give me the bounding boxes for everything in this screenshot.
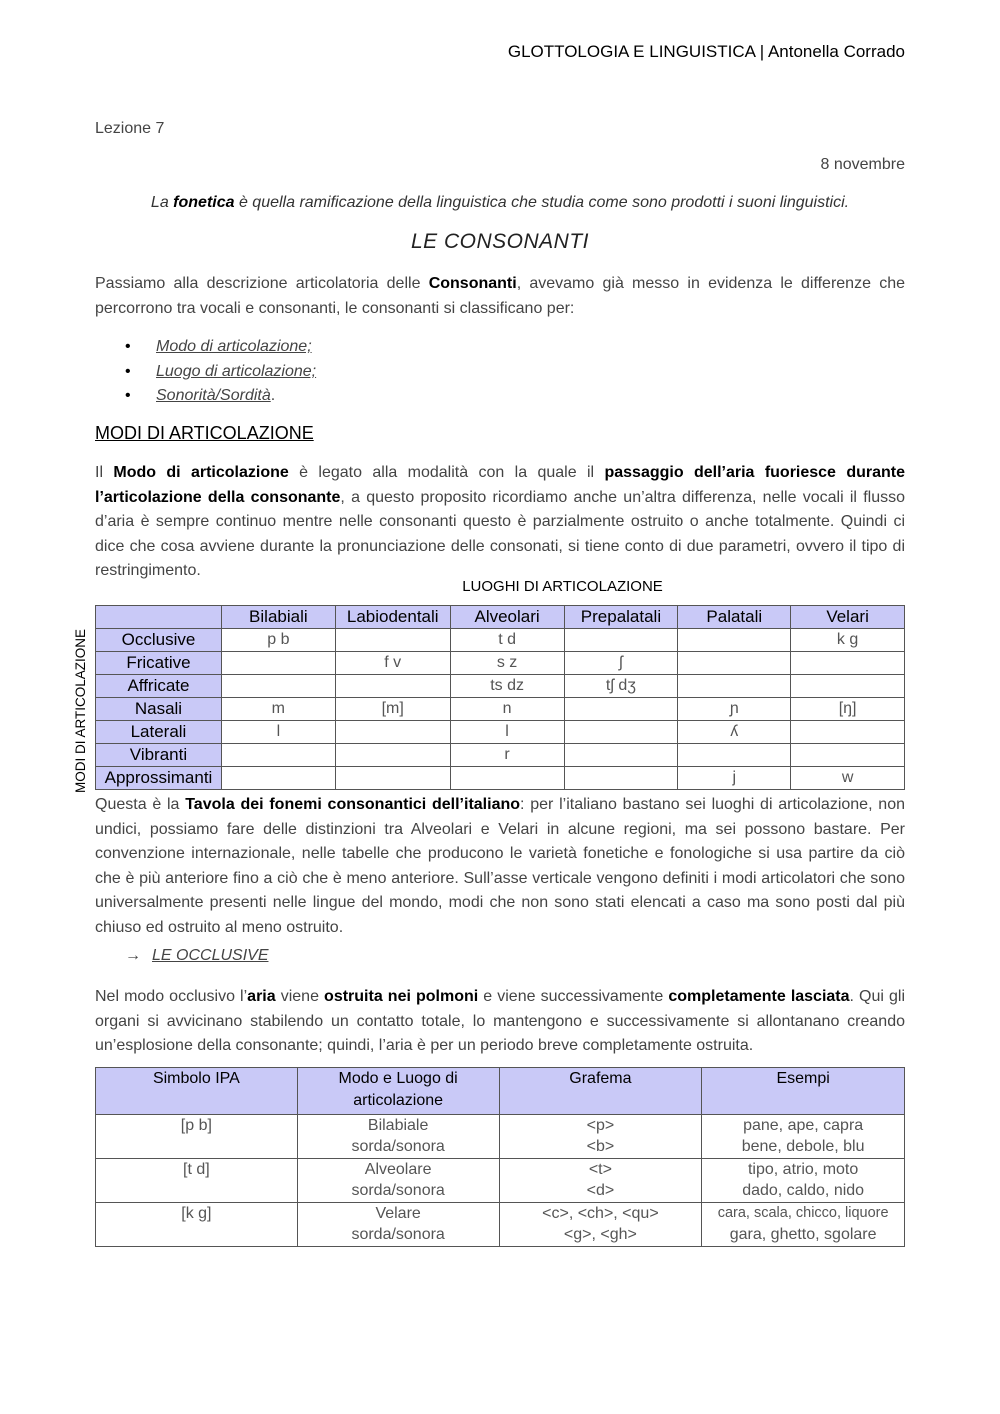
table-cell: [564, 767, 678, 790]
table-row: [96, 698, 905, 721]
section-title: LE CONSONANTI: [410, 230, 590, 253]
table-cell: [335, 744, 450, 767]
table-cell: [m]: [335, 698, 450, 721]
table-side-label: MODI DI ARTICOLAZIONE: [73, 628, 88, 793]
consonant-table: [95, 605, 905, 790]
ipa-cell: [p b]: [96, 1115, 298, 1159]
classification-list: [125, 335, 316, 409]
table-cell: [678, 629, 791, 652]
table-cell: [678, 744, 791, 767]
table-header-row: [96, 606, 905, 629]
lesson-date: 8 novembre: [820, 156, 905, 173]
table-cell: [564, 698, 678, 721]
table-header-cell: Prepalatali: [564, 606, 678, 629]
ipa-cell: [t d]: [96, 1159, 298, 1203]
row-header: Approssimanti: [96, 767, 222, 790]
table-cell: [791, 721, 905, 744]
table-cell: n: [450, 698, 564, 721]
table-cell: [335, 767, 450, 790]
table-row: [96, 1115, 905, 1159]
intro-sentence: La fonetica è quella ramificazione della linguistica che studia come sono prodotti i suoni linguistici.: [150, 194, 850, 211]
table-cell: l: [450, 721, 564, 744]
table-row: [96, 1203, 905, 1247]
arrow-icon: →: [125, 947, 141, 964]
table-cell: [335, 629, 450, 652]
table-cell: j: [678, 767, 791, 790]
table-cell: [221, 675, 335, 698]
list-item: • Sonorità/Sordità.: [125, 384, 316, 409]
table-row: [96, 652, 905, 675]
row-header: Laterali: [96, 721, 222, 744]
table-header-cell: Alveolari: [450, 606, 564, 629]
occlusive-table: [95, 1067, 905, 1247]
table-cell: [564, 629, 678, 652]
table-row: [96, 767, 905, 790]
table-cell: [564, 744, 678, 767]
table-header-cell: Grafema: [499, 1068, 702, 1115]
table-header-row: [96, 1068, 905, 1115]
table-cell: [221, 652, 335, 675]
table-cell: [335, 675, 450, 698]
table-cell: m: [221, 698, 335, 721]
table-cell: [678, 675, 791, 698]
table-cell: f v: [335, 652, 450, 675]
table-caption: LUOGHI DI ARTICOLAZIONE: [462, 578, 663, 595]
table-cell: [791, 744, 905, 767]
paragraph-modo: Il Modo di articolazione è legato alla modalità con la quale il passaggio dell’aria fuoriesce durante l’articolazione della consonante, a questo proposito ricordiamo anche un’altra differenza, nelle vocali il flusso d’aria è sempre continuo mentre nelle consonanti questo è parzialmente ostruito o anche totalmente. Quindi ci dice che cosa avviene durante la pronunciazione delle consonati, si tiene conto di due parametri, ovvero il tipo di restringimento.: [95, 464, 905, 579]
table-cell: l: [221, 721, 335, 744]
table-cell: tʃ dʒ: [564, 675, 678, 698]
lesson-number: Lezione 7: [95, 120, 165, 137]
row-header: Affricate: [96, 675, 222, 698]
ipa-cell: [k g]: [96, 1203, 298, 1247]
heading-modi: MODI DI ARTICOLAZIONE: [95, 423, 314, 443]
table-cell: [335, 721, 450, 744]
modo-cell: Bilabiale sorda/sonora: [297, 1115, 499, 1159]
paragraph-occlusive: Nel modo occlusivo l’aria viene ostruita nei polmoni e viene successivamente completamente lasciata. Qui gli organi si avvicinano stabilendo un contatto totale, lo mantengono e successivamente si allontanano creando un’esplosione della consonante; quindi, l’aria è per un periodo breve completamente ostruita.: [95, 988, 906, 1054]
row-header: Occlusive: [96, 629, 222, 652]
table-cell: k g: [791, 629, 905, 652]
row-header: Fricative: [96, 652, 222, 675]
esempi-cell: tipo, atrio, moto dado, caldo, nido: [702, 1159, 905, 1203]
table-cell: ʃ: [564, 652, 678, 675]
table-cell: [678, 652, 791, 675]
table-cell: r: [450, 744, 564, 767]
table-cell: t d: [450, 629, 564, 652]
page-header: GLOTTOLOGIA E LINGUISTICA | Antonella Corrado: [507, 42, 905, 61]
table-cell: w: [791, 767, 905, 790]
esempi-cell: pane, ape, capra bene, debole, blu: [702, 1115, 905, 1159]
table-header-cell: Bilabiali: [221, 606, 335, 629]
modo-cell: Velare sorda/sonora: [297, 1203, 499, 1247]
table-cell: p b: [221, 629, 335, 652]
grafema-cell: <t> <d>: [499, 1159, 702, 1203]
table-cell: [221, 767, 335, 790]
table-header-cell: Simbolo IPA: [96, 1068, 298, 1115]
table-cell: ɲ: [678, 698, 791, 721]
table-cell: ʎ: [678, 721, 791, 744]
table-row: [96, 1159, 905, 1203]
row-header: Vibranti: [96, 744, 222, 767]
heading-occlusive: → LE OCCLUSIVE: [125, 947, 269, 964]
table-header-cell: Esempi: [702, 1068, 905, 1115]
table-cell: [564, 721, 678, 744]
table-cell: s z: [450, 652, 564, 675]
paragraph-tavola: Questa è la Tavola dei fonemi consonantici dell’italiano: per l’italiano bastano sei luoghi di articolazione, non undici, possiamo fare delle distinzioni tra Alveolari e Velari in alcune regioni, ma sei possono bastare. Per convenzione internazionale, nelle tabelle che producono le varietà fonetiche e fonologiche si usa partire da ciò che è più anteriore fino a ciò che è meno anteriore. Sull’asse verticale vengono definiti i modi articolatori che sono universalmente presenti nelle lingue del mondo, modi che non sono stati elencati a caso ma sono posti dal più chiuso ed ostruito al meno ostruito.: [95, 796, 905, 936]
table-header-cell: Velari: [791, 606, 905, 629]
list-item: • Luogo di articolazione;: [125, 360, 316, 385]
table-cell: [221, 744, 335, 767]
row-header: Nasali: [96, 698, 222, 721]
table-cell: [791, 652, 905, 675]
table-header-cell: Labiodentali: [335, 606, 450, 629]
table-header-cell: Palatali: [678, 606, 791, 629]
table-row: [96, 629, 905, 652]
table-header-cell: Modo e Luogo di articolazione: [297, 1068, 499, 1115]
modo-cell: Alveolare sorda/sonora: [297, 1159, 499, 1203]
grafema-cell: <p> <b>: [499, 1115, 702, 1159]
table-cell: ts dz: [450, 675, 564, 698]
table-cell: [450, 767, 564, 790]
table-row: [96, 744, 905, 767]
table-row: [96, 721, 905, 744]
table-header-cell: [96, 606, 222, 629]
table-row: [96, 675, 905, 698]
esempi-cell: cara, scala, chicco, liquore gara, ghetto, sgolare: [702, 1203, 905, 1247]
list-item: • Modo di articolazione;: [125, 335, 316, 360]
table-cell: [791, 675, 905, 698]
table-cell: [ŋ]: [791, 698, 905, 721]
paragraph-consonants: Passiamo alla descrizione articolatoria delle Consonanti, avevamo già messo in evidenza le differenze che percorrono tra vocali e consonanti, le consonanti si classificano per:: [95, 275, 905, 317]
grafema-cell: <c>, <ch>, <qu> <g>, <gh>: [499, 1203, 702, 1247]
